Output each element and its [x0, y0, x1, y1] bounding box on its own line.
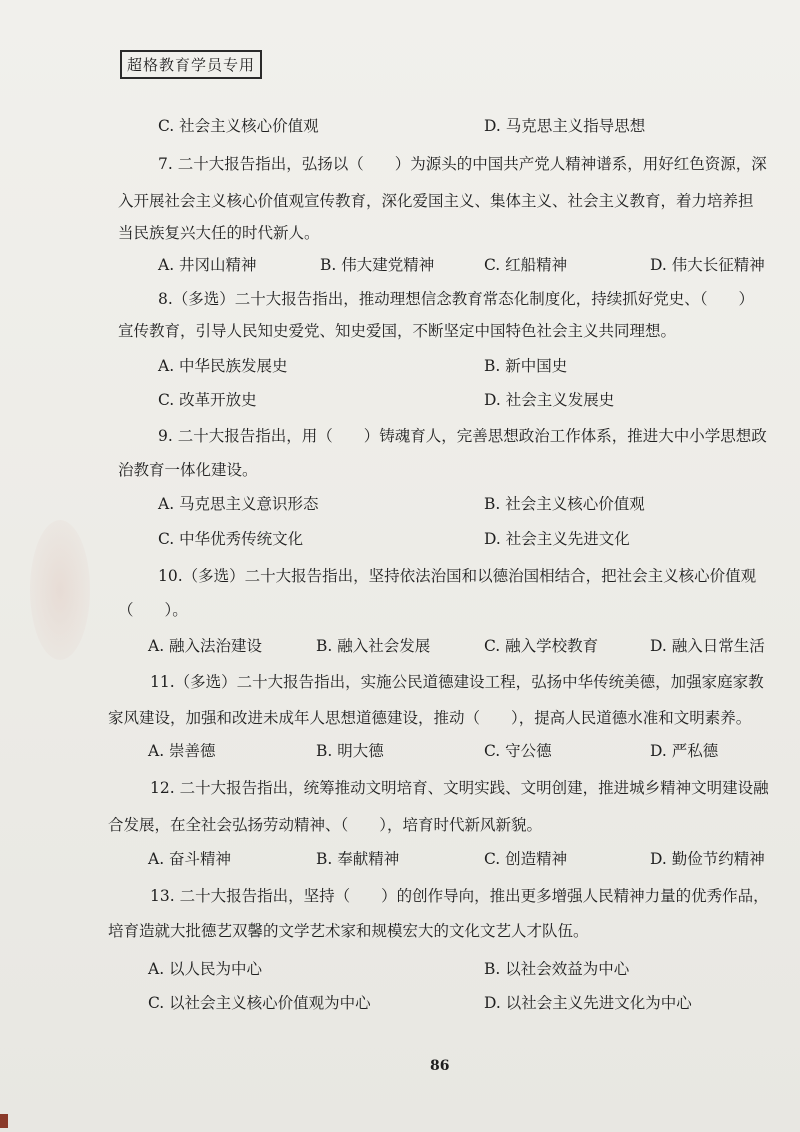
page-number: 86	[430, 1058, 450, 1074]
paper-smudge	[30, 520, 90, 660]
q9-option-b: B. 社会主义核心价值观	[484, 495, 645, 513]
option-d: D. 马克思主义指导思想	[484, 117, 646, 135]
q8-option-d: D. 社会主义发展史	[484, 391, 615, 409]
q10-option-d: D. 融入日常生活	[650, 637, 765, 655]
q13-option-d: D. 以社会主义先进文化为中心	[484, 994, 692, 1012]
question-11-line-2: 家风建设，加强和改进未成年人思想道德建设，推动（ ），提高人民道德水准和文明素养。	[108, 709, 752, 727]
question-7-line-2: 入开展社会主义核心价值观宣传教育，深化爱国主义、集体主义、社会主义教育，着力培养担	[118, 192, 754, 210]
question-12-line-1: 12. 二十大报告指出，统筹推动文明培育、文明实践、文明创建，推进城乡精神文明建设融	[150, 779, 769, 797]
q11-option-d: D. 严私德	[650, 742, 719, 760]
q12-option-b: B. 奉献精神	[316, 850, 400, 868]
q10-option-a: A. 融入法治建设	[148, 637, 263, 655]
q12-option-c: C. 创造精神	[484, 850, 568, 868]
q9-option-d: D. 社会主义先进文化	[484, 530, 630, 548]
q10-option-b: B. 融入社会发展	[316, 637, 431, 655]
q7-option-b: B. 伟大建党精神	[320, 256, 435, 274]
q7-option-d: D. 伟大长征精神	[650, 256, 765, 274]
q11-option-c: C. 守公德	[484, 742, 552, 760]
question-10-line-1: 10.（多选）二十大报告指出，坚持依法治国和以德治国相结合，把社会主义核心价值观	[158, 567, 757, 585]
question-8-line-2: 宣传教育，引导人民知史爱党、知史爱国，不断坚定中国特色社会主义共同理想。	[118, 322, 677, 340]
option-c: C. 社会主义核心价值观	[158, 117, 319, 135]
q10-option-c: C. 融入学校教育	[484, 637, 599, 655]
q7-option-c: C. 红船精神	[484, 256, 568, 274]
question-9-line-2: 治教育一体化建设。	[118, 461, 258, 479]
q11-option-b: B. 明大德	[316, 742, 384, 760]
q11-option-a: A. 崇善德	[148, 742, 216, 760]
question-7-line-1: 7. 二十大报告指出，弘扬以（ ）为源头的中国共产党人精神谱系，用好红色资源，深	[158, 155, 767, 173]
q8-option-c: C. 改革开放史	[158, 391, 257, 409]
q13-option-a: A. 以人民为中心	[148, 960, 263, 978]
question-8-line-1: 8.（多选）二十大报告指出，推动理想信念教育常态化制度化，持续抓好党史、（ ）	[158, 290, 755, 308]
q8-option-a: A. 中华民族发展史	[158, 357, 288, 375]
question-7-line-3: 当民族复兴大任的时代新人。	[118, 224, 320, 242]
q7-option-a: A. 井冈山精神	[158, 256, 257, 274]
question-12-line-2: 合发展，在全社会弘扬劳动精神、（ ），培育时代新风新貌。	[108, 816, 543, 834]
q9-option-c: C. 中华优秀传统文化	[158, 530, 304, 548]
binding-edge-mark	[0, 1114, 8, 1128]
q12-option-d: D. 勤俭节约精神	[650, 850, 765, 868]
question-11-line-1: 11.（多选）二十大报告指出，实施公民道德建设工程，弘扬中华传统美德，加强家庭家教	[150, 673, 764, 691]
q13-option-c: C. 以社会主义核心价值观为中心	[148, 994, 371, 1012]
q13-option-b: B. 以社会效益为中心	[484, 960, 630, 978]
q8-option-b: B. 新中国史	[484, 357, 568, 375]
question-13-line-2: 培育造就大批德艺双馨的文学艺术家和规模宏大的文化文艺人才队伍。	[108, 922, 589, 940]
question-9-line-1: 9. 二十大报告指出，用（ ）铸魂育人，完善思想政治工作体系，推进大中小学思想政	[158, 427, 767, 445]
q9-option-a: A. 马克思主义意识形态	[158, 495, 319, 513]
q12-option-a: A. 奋斗精神	[148, 850, 232, 868]
header-stamp: 超格教育学员专用	[120, 50, 262, 79]
question-13-line-1: 13. 二十大报告指出，坚持（ ）的创作导向，推出更多增强人民精神力量的优秀作品，	[150, 887, 769, 905]
question-10-line-2: （ ）。	[118, 601, 188, 619]
